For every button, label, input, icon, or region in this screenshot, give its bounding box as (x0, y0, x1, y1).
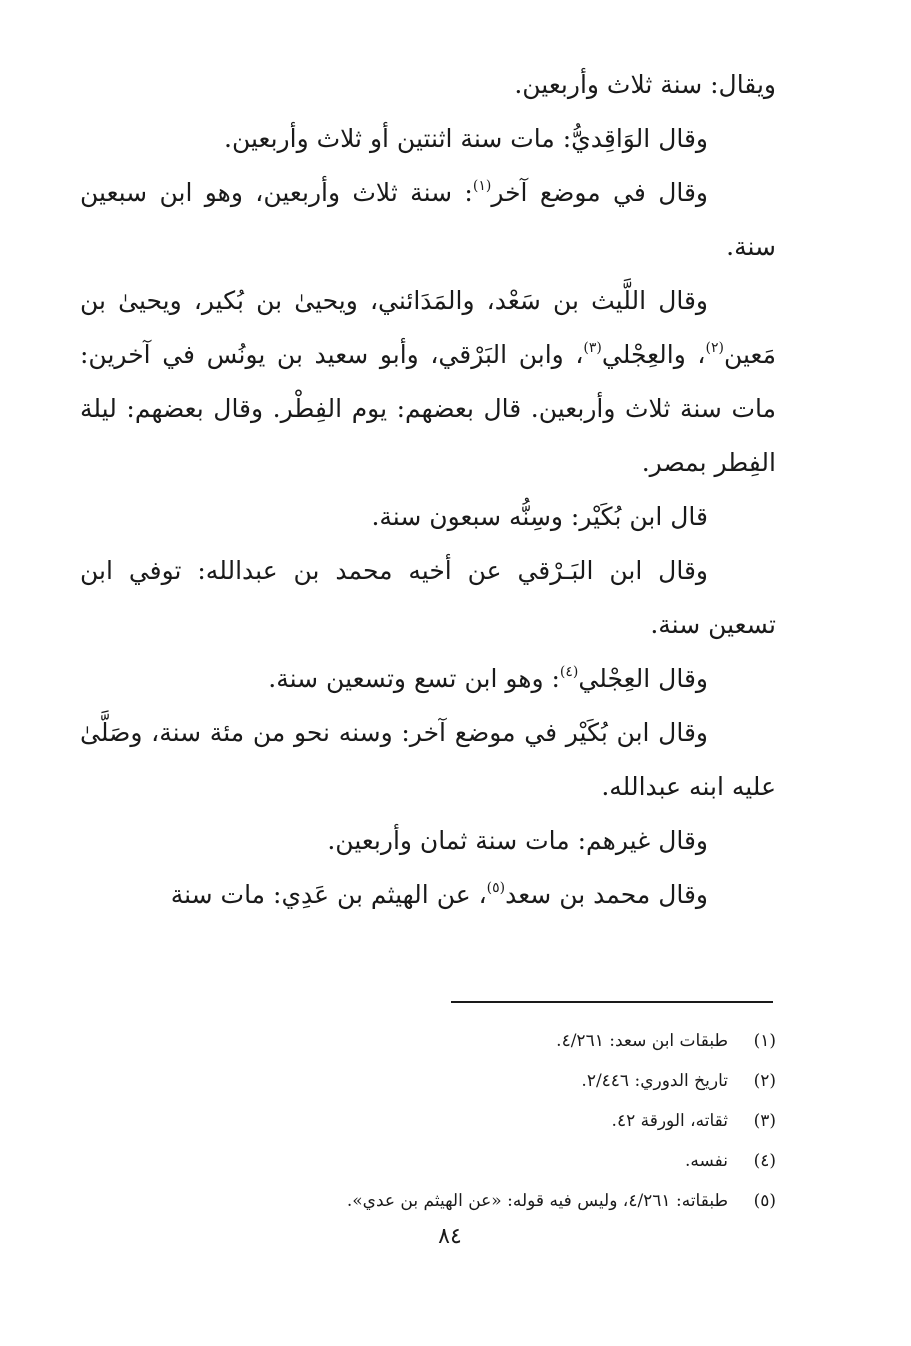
footnote-reference: (٢) (705, 339, 724, 356)
footnote-item (180, 1021, 776, 1061)
footnote-number: (٣) (753, 1111, 776, 1131)
footnotes-block (180, 1021, 776, 1221)
footnote-reference: (٤) (559, 663, 579, 680)
footnote-reference: (٣) (583, 339, 602, 356)
paragraph-text: قال ابن بُكَيْر: وسِنُّه سبعون سنة. (371, 502, 708, 531)
paragraph-text: وقال محمد بن سعد (505, 880, 708, 909)
paragraph-text: ، وابن البَرْقي، وأبو سعيد بن يونُس في آخرين: مات سنة ثلاث وأربعين. قال بعضهم: يوم الفِطْر. وقال بعضهم: ليلة الفِطر بمصر. (80, 340, 776, 477)
paragraph-text: وقال الوَاقِديُّ: مات سنة اثنتين أو ثلاث وأربعين. (224, 124, 708, 153)
footnote-number: (٢) (753, 1071, 776, 1091)
paragraph-text: وقال ابن البَـرْقي عن أخيه محمد بن عبدالله: توفي ابن تسعين سنة. (80, 556, 776, 639)
body-paragraph (80, 868, 776, 922)
footnote-number: (٤) (753, 1151, 776, 1171)
footnote-text: نفسه. (684, 1151, 728, 1171)
body-paragraph (80, 814, 776, 868)
footnote-item (180, 1181, 776, 1221)
body-paragraph (80, 652, 776, 706)
body-paragraph (80, 112, 776, 166)
paragraph-text: ، عن الهيثم بن عَدِي: مات سنة (170, 880, 487, 909)
paragraph-text: ، والعِجْلي (601, 340, 706, 369)
footnote-text: طبقاته: ٤/٢٦١، وليس فيه قوله: «عن الهيثم بن عدي». (346, 1191, 728, 1211)
paragraph-text: ويقال: سنة ثلاث وأربعين. (514, 70, 776, 99)
body-paragraph (80, 490, 776, 544)
page-number: ٨٤ (438, 1224, 462, 1249)
body-paragraph (80, 166, 776, 274)
footnote-text: ثقاته، الورقة ٤٢. (611, 1111, 728, 1131)
footnote-item (180, 1101, 776, 1141)
main-text-block (80, 58, 776, 922)
footnote-item (180, 1141, 776, 1181)
footnote-reference: (١) (472, 177, 492, 194)
footnote-number: (١) (753, 1031, 776, 1051)
footnote-item (180, 1061, 776, 1101)
body-paragraph (80, 274, 776, 490)
paragraph-text: : سنة ثلاث وأربعين، وهو ابن سبعين سنة. (80, 178, 776, 261)
footnote-separator (451, 1001, 773, 1003)
body-paragraph (80, 706, 776, 814)
paragraph-text: وقال اللَّيث بن سَعْد، والمَدَائني، ويحيىٰ بن بُكير، ويحيىٰ بن مَعين (80, 286, 777, 369)
footnote-text: تاريخ الدوري: ٢/٤٤٦. (581, 1071, 728, 1091)
paragraph-text: وقال العِجْلي (578, 664, 708, 693)
paragraph-text: وقال في موضع آخر (491, 178, 708, 207)
body-paragraph (80, 58, 776, 112)
body-paragraph (80, 544, 776, 652)
footnote-number: (٥) (753, 1191, 776, 1211)
paragraph-text: وقال غيرهم: مات سنة ثمان وأربعين. (327, 826, 708, 855)
paragraph-text: : وهو ابن تسع وتسعين سنة. (268, 664, 560, 693)
footnote-text: طبقات ابن سعد: ٤/٢٦١. (556, 1031, 728, 1051)
footnote-reference: (٥) (486, 879, 506, 896)
paragraph-text: وقال ابن بُكَيْر في موضع آخر: وسنه نحو من مئة سنة، وصَلَّىٰ عليه ابنه عبدالله. (80, 718, 776, 801)
